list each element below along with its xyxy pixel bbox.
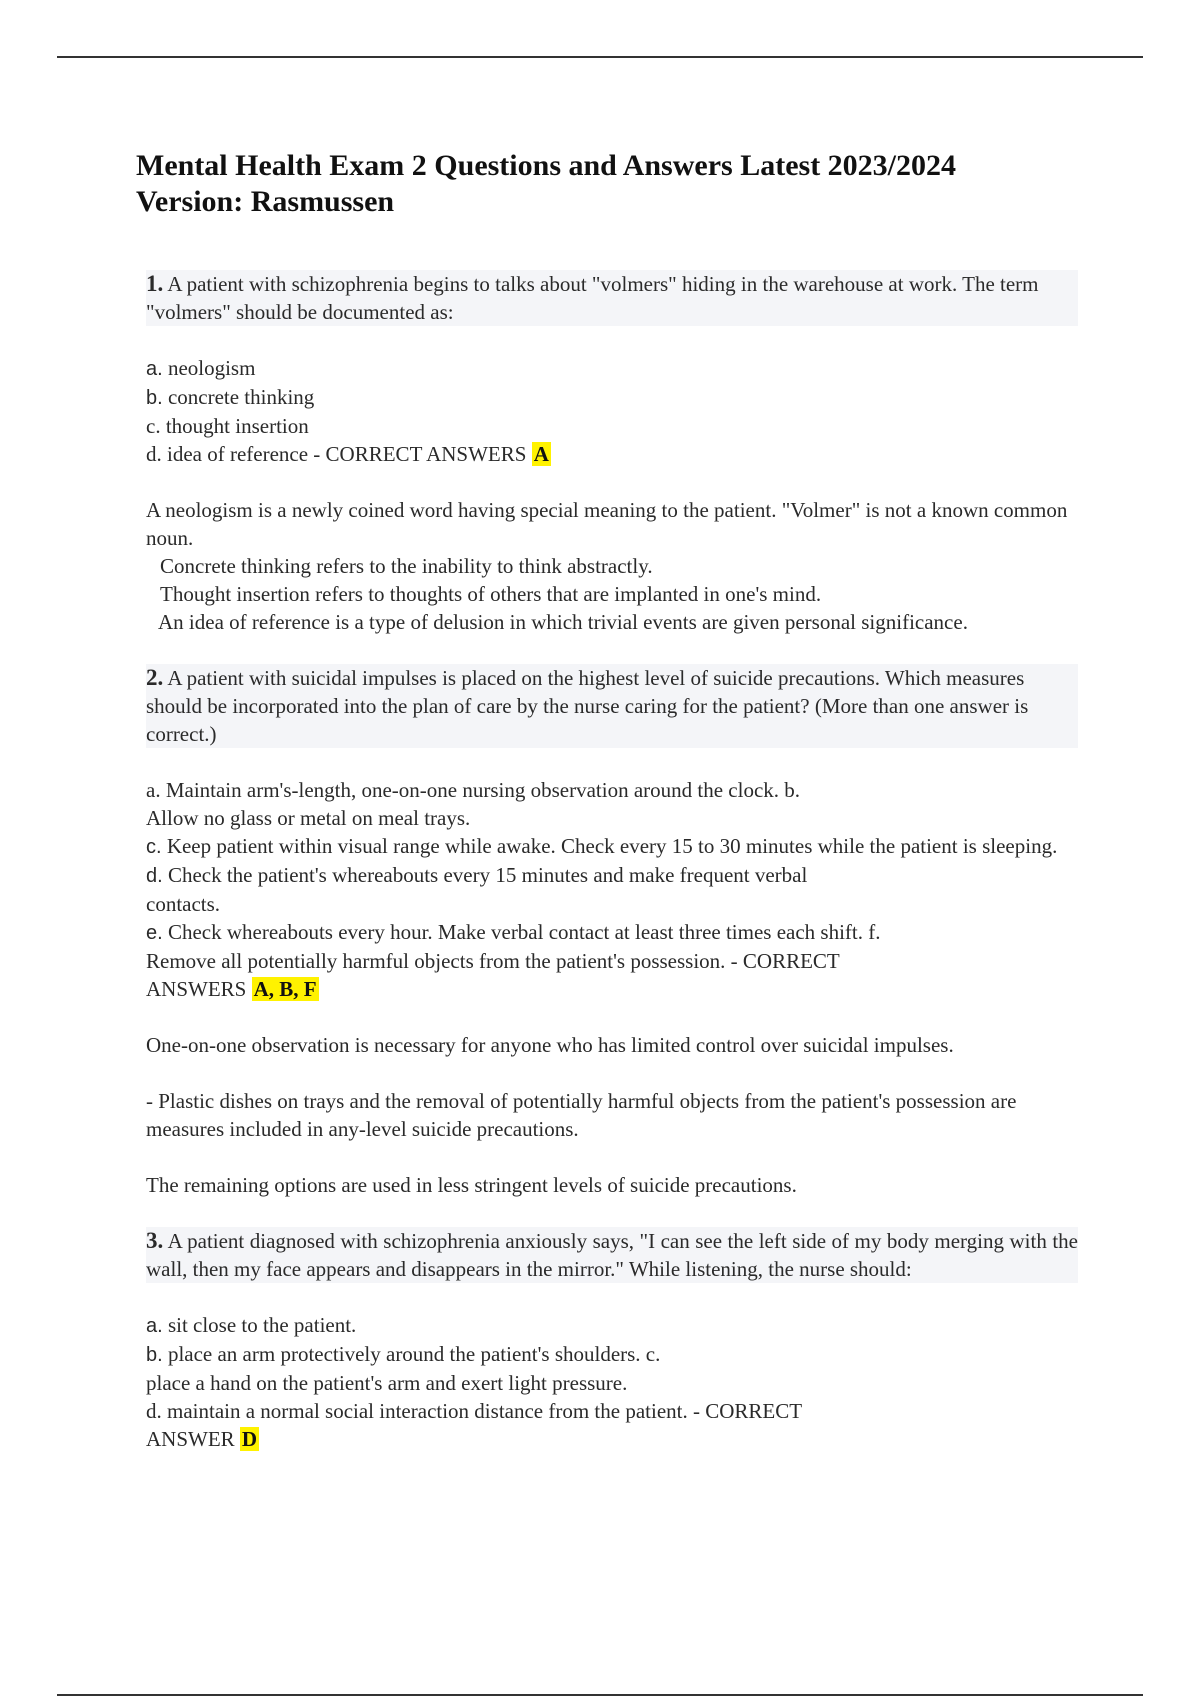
question-text: A patient diagnosed with schizophrenia anxiously says, "I can see the left side of my body merging with the wall, then my face appears and disappears in the mirror." While listening, the nurse should: [146, 1229, 1078, 1281]
option-f: Remove all potentially harmful objects from the patient's possession. - CORRECT [146, 949, 840, 973]
rationale-line: Thought insertion refers to thoughts of others that are implanted in one's mind. [160, 582, 822, 606]
option-d: d. idea of reference - CORRECT ANSWERS A [146, 442, 549, 466]
question-number: 1. [146, 271, 164, 296]
option-c: place a hand on the patient's arm and exert light pressure. [146, 1371, 628, 1395]
bottom-rule [57, 1694, 1143, 1696]
question-text: A patient with schizophrenia begins to talks about "volmers" hiding in the warehouse at work. The term "volmers" should be documented as: [146, 272, 1039, 324]
question-2-rationale-2: - Plastic dishes on trays and the removal of potentially harmful objects from the patient's possession are measures included in any-level suicide precautions. [146, 1089, 1017, 1141]
option-c: c. Keep patient within visual range while awake. Check every 15 to 30 minutes while the patient is sleeping. [146, 834, 1058, 858]
answer-line: ANSWERS A, B, F [146, 977, 317, 1001]
rationale-line: An idea of reference is a type of delusion in which trivial events are given personal significance. [158, 610, 968, 634]
question-number: 3. [146, 1228, 164, 1253]
question-3-options [146, 1311, 1086, 1453]
option-d: d. maintain a normal social interaction distance from the patient. - CORRECT [146, 1399, 803, 1423]
answer-line: ANSWER D [146, 1427, 258, 1451]
page-title [136, 148, 1086, 220]
title-line-2: Version: Rasmussen [136, 185, 395, 218]
option-c: c. thought insertion [146, 414, 309, 438]
question-2-rationale-1: One-on-one observation is necessary for anyone who has limited control over suicidal impulses. [146, 1033, 954, 1057]
question-1-rationale [146, 496, 1086, 636]
option-a: a. sit close to the patient. [146, 1313, 357, 1337]
question-2 [146, 664, 1078, 748]
option-b: Allow no glass or metal on meal trays. [146, 806, 471, 830]
question-1-options [146, 354, 1086, 468]
correct-answer-highlight: A [533, 442, 549, 466]
rationale-line: A neologism is a newly coined word having special meaning to the patient. "Volmer" is not a known common noun. [146, 498, 1068, 550]
option-e: e. Check whereabouts every hour. Make verbal contact at least three times each shift. f. [146, 920, 881, 944]
document-body [136, 148, 1086, 1481]
correct-answer-highlight: D [241, 1427, 258, 1451]
question-number: 2. [146, 665, 164, 690]
question-2-options [146, 776, 1086, 1003]
top-rule [57, 56, 1143, 58]
rationale-line: Concrete thinking refers to the inability to think abstractly. [160, 554, 653, 578]
option-b: b. place an arm protectively around the patient's shoulders. c. [146, 1342, 661, 1366]
option-d-continued: contacts. [146, 892, 221, 916]
question-1 [146, 270, 1078, 326]
question-text: A patient with suicidal impulses is placed on the highest level of suicide precautions. Which measures should be incorporated into the plan of care by the nurse caring for the patient? (More than one answer is correct.) [146, 666, 1029, 746]
option-b: b. concrete thinking [146, 385, 315, 409]
option-a: a. neologism [146, 356, 256, 380]
option-a: a. Maintain arm's-length, one-on-one nursing observation around the clock. b. [146, 778, 801, 802]
question-3 [146, 1227, 1078, 1283]
correct-answer-highlight: A, B, F [253, 977, 317, 1001]
title-line-1: Mental Health Exam 2 Questions and Answers Latest 2023/2024 [136, 149, 957, 182]
option-d: d. Check the patient's whereabouts every 15 minutes and make frequent verbal [146, 863, 808, 887]
question-2-rationale-3: The remaining options are used in less stringent levels of suicide precautions. [146, 1173, 797, 1197]
